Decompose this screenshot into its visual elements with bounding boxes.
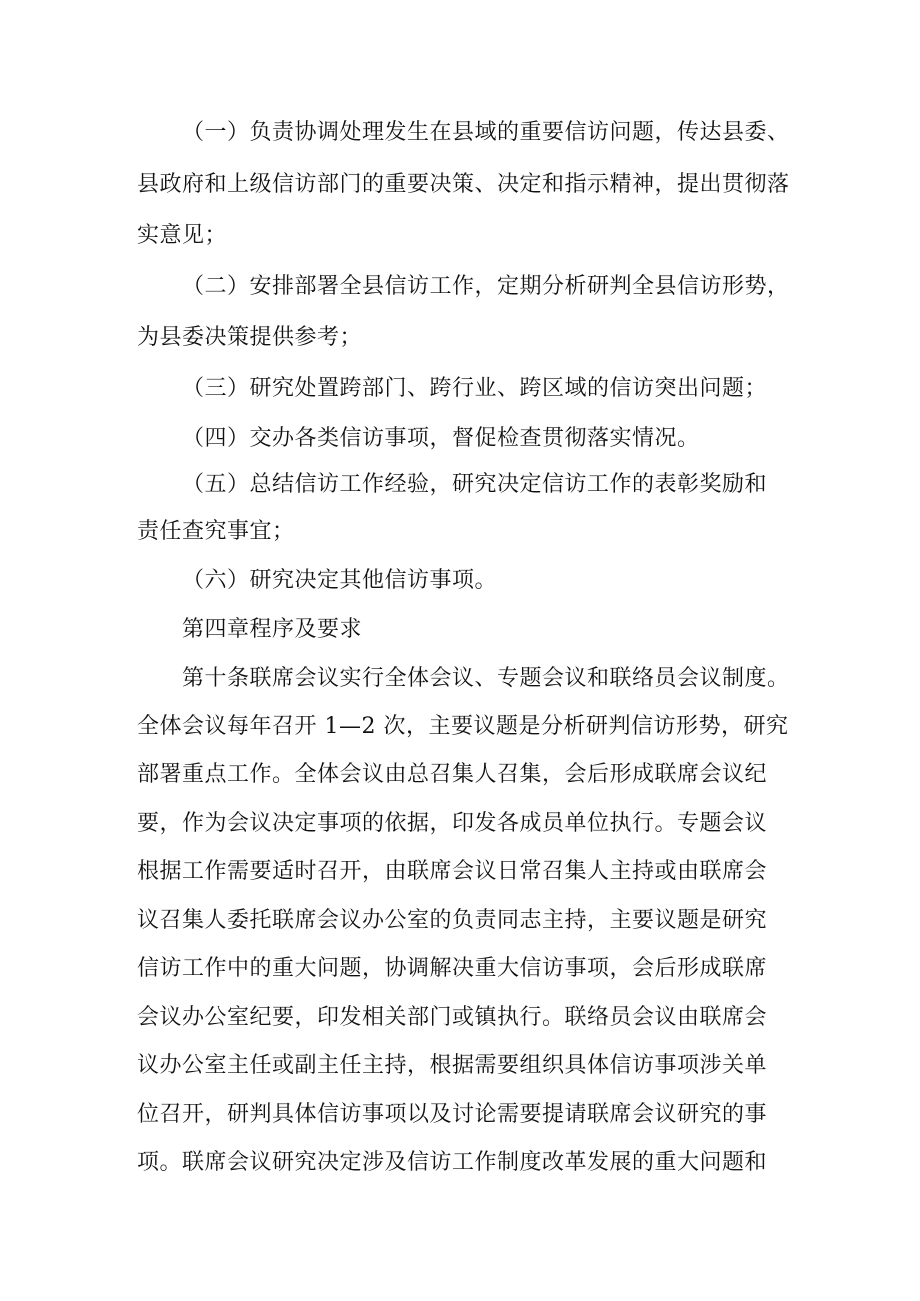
paragraph-line: （五）总结信访工作经验，研究决定信访工作的表彰奖励和 xyxy=(182,472,768,497)
paragraph-line: 责任查究事宜； xyxy=(137,519,295,544)
paragraph-line: （三）研究处置跨部门、跨行业、跨区域的信访突出问题； xyxy=(182,376,768,401)
paragraph-line: 会议办公室纪要，印发相关部门或镇执行。联络员会议由联席会 xyxy=(137,1005,768,1030)
paragraph-line: 根据工作需要适时召开，由联席会议日常召集人主持或由联席会 xyxy=(137,859,768,884)
paragraph-line: （一）负责协调处理发生在县域的重要信访问题，传达县委、 xyxy=(182,120,790,145)
paragraph-line: （四）交办各类信访事项，督促检查贯彻落实情况。 xyxy=(182,426,700,451)
paragraph-line: 项。联席会议研究决定涉及信访工作制度改革发展的重大问题和 xyxy=(137,1150,768,1175)
paragraph-line: 位召开，研判具体信访事项以及讨论需要提请联席会议研究的事 xyxy=(137,1102,768,1127)
paragraph-line: 县政府和上级信访部门的重要决策、决定和指示精神，提出贯彻落 xyxy=(137,172,790,197)
paragraph-line: 信访工作中的重大问题，协调解决重大信访事项，会后形成联席 xyxy=(137,956,768,981)
paragraph-line: 部署重点工作。全体会议由总召集人召集，会后形成联席会议纪 xyxy=(137,762,768,787)
paragraph-line: （二）安排部署全县信访工作，定期分析研判全县信访形势， xyxy=(182,274,790,299)
paragraph-line: 要，作为会议决定事项的依据，印发各成员单位执行。专题会议 xyxy=(137,811,768,836)
paragraph-line: 第十条联席会议实行全体会议、专题会议和联络员会议制度。 xyxy=(182,666,790,691)
paragraph-line: 为县委决策提供参考； xyxy=(137,325,363,350)
paragraph-line: 议召集人委托联席会议办公室的负责同志主持，主要议题是研究 xyxy=(137,908,768,933)
paragraph-line: 全体会议每年召开 1—2 次，主要议题是分析研判信访形势，研究 xyxy=(137,714,789,739)
paragraph-line: （六）研究决定其他信访事项。 xyxy=(182,568,498,593)
paragraph-line: 议办公室主任或副主任主持，根据需要组织具体信访事项涉关单 xyxy=(137,1053,768,1078)
chapter-heading: 第四章程序及要求 xyxy=(182,617,363,642)
paragraph-line: 实意见； xyxy=(137,223,228,248)
